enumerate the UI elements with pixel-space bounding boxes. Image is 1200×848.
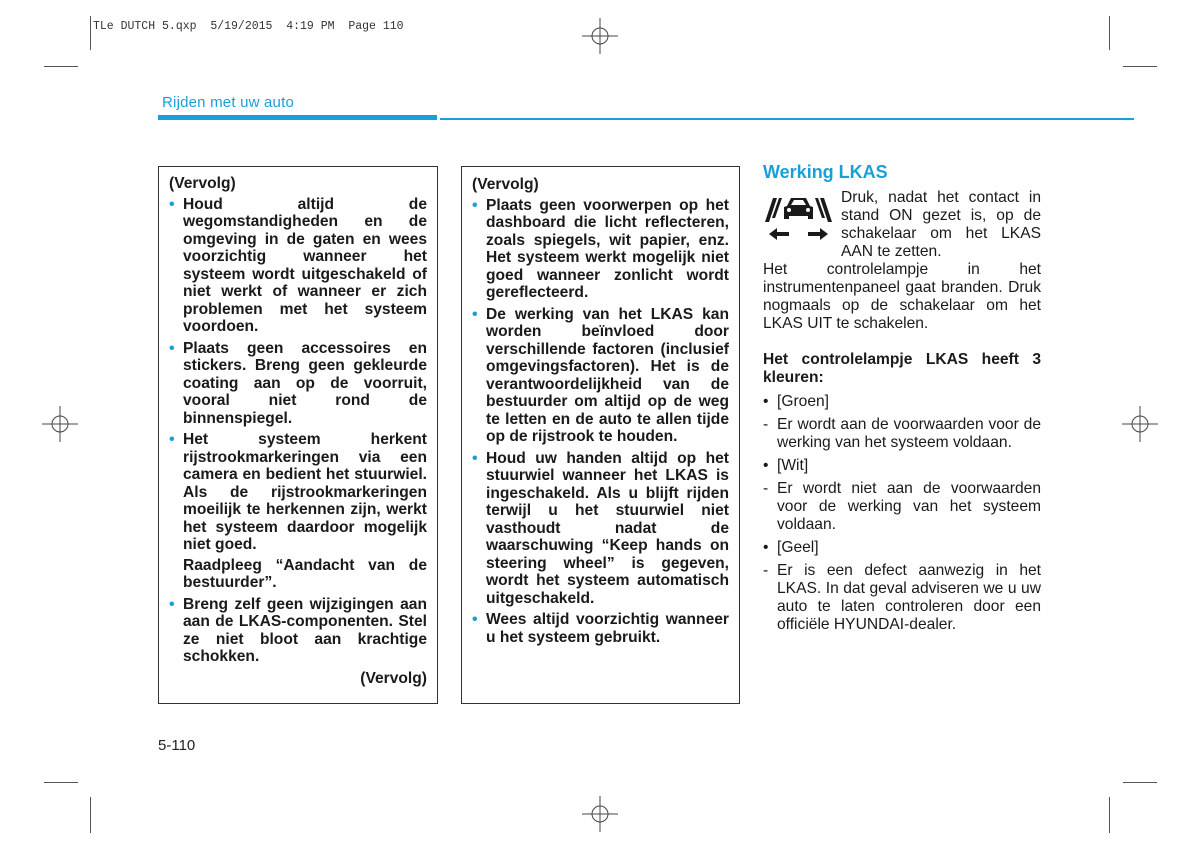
warning-box-left — [158, 166, 438, 704]
list-item: • Houd uw handen altijd op het stuurwiel wanneer het LKAS is ingeschakeld. Als u blijft rijden terwijl u het stuurwiel niet vasthoudt nadat de waarschuwing “Keep hands on steering wheel” is gegeven, wordt het systeem automatisch uitgeschakeld. — [472, 450, 729, 608]
continued-label-top: (Vervolg) — [472, 176, 539, 193]
subsection-heading: Het controlelampje LKAS heeft 3 kleuren: — [763, 351, 1041, 386]
section-title: Rijden met uw auto — [162, 94, 295, 111]
header-rule-thick — [158, 115, 437, 120]
registration-mark-icon — [582, 18, 618, 54]
list-item: - Er wordt aan de voorwaarden voor de werking van het systeem voldaan. — [763, 416, 1041, 452]
page-number: 5-110 — [158, 737, 196, 754]
crop-mark — [1109, 797, 1110, 833]
crop-mark — [1109, 16, 1110, 50]
list-item: • [Wit] — [763, 457, 1041, 475]
list-item: • Plaats geen voorwerpen op het dashboard die licht reflecteren, zoals spiegels, wit papier, enz. Het systeem werkt mogelijk niet goed wanneer zonlicht wordt gereflecteerd. — [472, 197, 729, 302]
warning-box-middle — [461, 166, 740, 704]
print-slug: TLe DUTCH 5.qxp 5/19/2015 4:19 PM Page 110 — [93, 20, 404, 33]
reference-note: Raadpleeg “Aandacht van de bestuurder”. — [183, 556, 427, 591]
operation-section — [763, 163, 1041, 639]
list-item: - Er wordt niet aan de voorwaarden voor de werking van het systeem voldaan. — [763, 480, 1041, 534]
list-item: • Houd altijd de wegomstandigheden en de omgeving in de gaten en wees voorzichtig wanneer het systeem wordt uitgeschakeld of niet werkt of wanneer er zich problemen met het systeem voordoen. — [169, 196, 427, 336]
crop-mark — [44, 66, 78, 67]
crop-mark — [1123, 66, 1157, 67]
header-rule-thin — [440, 118, 1134, 120]
list-item: • [Groen] — [763, 393, 1041, 411]
lkas-switch-icon — [763, 192, 834, 248]
crop-mark — [44, 782, 78, 783]
intro-paragraph-2: Het controlelampje in het instrumentenpaneel gaat branden. Druk nogmaals op de schakelaar om het LKAS UIT te schakelen. — [763, 261, 1041, 332]
list-item: • Breng zelf geen wijzigingen aan aan de LKAS-componenten. Stel ze niet bloot aan krachtige schokken. — [169, 596, 427, 666]
warning-list — [472, 197, 729, 647]
list-item: • Het systeem herkent rijstrookmarkeringen via een camera en bedient het stuurwiel. Als de rijstrookmarkeringen moeilijk te herkennen zijn, werkt het systeem daardoor mogelijk niet goed. — [169, 431, 427, 554]
crop-mark — [90, 16, 91, 50]
warning-list — [169, 196, 427, 554]
intro-block — [763, 189, 1041, 333]
registration-mark-icon — [42, 406, 78, 442]
crop-mark — [1123, 782, 1157, 783]
continued-label-bottom: (Vervolg) — [360, 669, 427, 687]
registration-mark-icon — [582, 796, 618, 832]
list-item: - Er is een defect aanwezig in het LKAS. In dat geval adviseren we u uw auto te laten controleren door een officiële HYUNDAI-dealer. — [763, 562, 1041, 634]
list-item: • Plaats geen accessoires en stickers. Breng geen gekleurde coating aan op de voorruit, vooral niet rond de binnenspiegel. — [169, 340, 427, 428]
crop-mark — [90, 797, 91, 833]
indicator-color-list — [763, 393, 1041, 634]
list-item: • De werking van het LKAS kan worden beïnvloed door verschillende factoren (inclusief omgevingsfactoren). Het is de verantwoordelijkheid van de bestuurder om altijd op de weg te letten en de auto te allen tijde op de rijstrook te houden. — [472, 306, 729, 446]
intro-text: Druk, nadat het contact in stand ON gezet is, op de schakelaar om het LKAS AAN te zetten. — [841, 189, 1041, 260]
registration-mark-icon — [1122, 406, 1158, 442]
section-heading: Werking LKAS — [763, 162, 888, 182]
list-item: • Wees altijd voorzichtig wanneer u het systeem gebruikt. — [472, 611, 729, 646]
continued-label-top: (Vervolg) — [169, 175, 236, 192]
list-item: • [Geel] — [763, 539, 1041, 557]
warning-list — [169, 596, 427, 666]
